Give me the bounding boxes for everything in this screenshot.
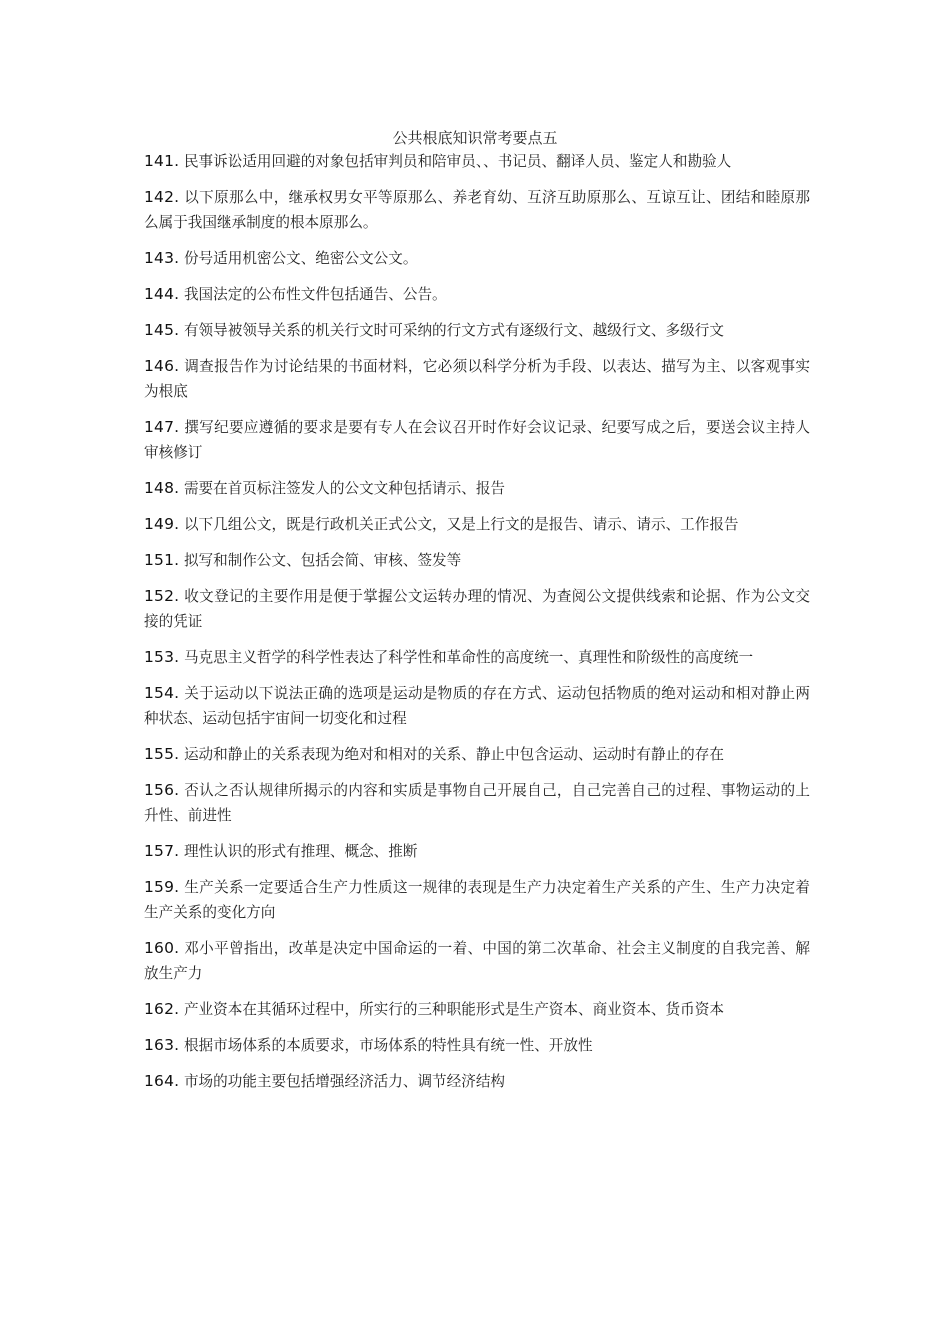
list-item: [144, 318, 810, 343]
item-number: 143.: [144, 249, 180, 267]
list-item: [144, 742, 810, 767]
document-body: [144, 149, 810, 1105]
item-text: 需要在首页标注签发人的公文文种包括请示、报告: [183, 480, 506, 497]
list-item: [144, 476, 810, 501]
item-text: 以下原那么中，继承权男女平等原那么、养老育幼、互济互助原那么、互谅互让、团结和睦原那么属于我国继承制度的根本原那么。: [144, 189, 810, 231]
item-number: 141.: [144, 152, 180, 170]
list-item: [144, 149, 810, 174]
item-number: 159.: [144, 878, 180, 896]
item-text: 市场的功能主要包括增强经济活力、调节经济结构: [183, 1073, 506, 1090]
list-item: [144, 246, 810, 271]
item-number: 154.: [144, 684, 180, 702]
list-item: [144, 645, 810, 670]
list-item: [144, 1033, 810, 1058]
list-item: [144, 778, 810, 828]
item-number: 146.: [144, 357, 180, 375]
item-text: 运动和静止的关系表现为绝对和相对的关系、静止中包含运动、运动时有静止的存在: [183, 746, 724, 763]
item-number: 164.: [144, 1072, 180, 1090]
item-text: 民事诉讼适用回避的对象包括审判员和陪审员、、书记员、翻译人员、鉴定人和勘验人: [183, 153, 732, 170]
item-number: 163.: [144, 1036, 180, 1054]
list-item: [144, 282, 810, 307]
list-item: [144, 584, 810, 634]
item-number: 162.: [144, 1000, 180, 1018]
item-text: 理性认识的形式有推理、概念、推断: [183, 843, 418, 860]
item-text: 拟写和制作公文、包括会简、审核、签发等: [183, 552, 462, 569]
list-item: [144, 936, 810, 986]
item-number: 148.: [144, 479, 180, 497]
item-number: 152.: [144, 587, 180, 605]
item-text: 份号适用机密公文、绝密公文公文。: [183, 250, 418, 267]
item-number: 144.: [144, 285, 180, 303]
list-item: [144, 839, 810, 864]
list-item: [144, 681, 810, 731]
document-title: 公共根底知识常考要点五: [392, 129, 558, 147]
list-item: [144, 512, 810, 537]
item-text: 产业资本在其循环过程中，所实行的三种职能形式是生产资本、商业资本、货币资本: [183, 1001, 724, 1018]
list-item: [144, 415, 810, 465]
list-item: [144, 1069, 810, 1094]
item-number: 156.: [144, 781, 180, 799]
list-item: [144, 875, 810, 925]
item-number: 151.: [144, 551, 180, 569]
list-item: [144, 354, 810, 404]
item-text: 我国法定的公布性文件包括通告、公告。: [183, 286, 447, 303]
item-number: 157.: [144, 842, 180, 860]
item-text: 生产关系一定要适合生产力性质这一规律的表现是生产力决定着生产关系的产生、生产力决定着生产关系的变化方向: [144, 879, 810, 921]
item-number: 160.: [144, 939, 180, 957]
item-number: 147.: [144, 418, 180, 436]
item-text: 调查报告作为讨论结果的书面材料，它必须以科学分析为手段、以表达、描写为主、以客观事实为根底: [144, 358, 810, 400]
item-number: 149.: [144, 515, 180, 533]
list-item: [144, 548, 810, 573]
item-number: 142.: [144, 188, 180, 206]
item-text: 否认之否认规律所揭示的内容和实质是事物自己开展自己，自己完善自己的过程、事物运动的上升性、前进性: [144, 782, 810, 824]
item-text: 以下几组公文，既是行政机关正式公文，又是上行文的是报告、请示、请示、工作报告: [183, 516, 739, 533]
item-text: 关于运动以下说法正确的选项是运动是物质的存在方式、运动包括物质的绝对运动和相对静止两种状态、运动包括宇宙间一切变化和过程: [144, 685, 810, 727]
item-number: 155.: [144, 745, 180, 763]
list-item: [144, 185, 810, 235]
item-number: 153.: [144, 648, 180, 666]
list-item: [144, 997, 810, 1022]
item-text: 邓小平曾指出，改革是决定中国命运的一着、中国的第二次革命、社会主义制度的自我完善、解放生产力: [144, 940, 810, 982]
item-text: 有领导被领导关系的机关行文时可采纳的行文方式有逐级行文、越级行文、多级行文: [183, 322, 724, 339]
item-text: 马克思主义哲学的科学性表达了科学性和革命性的高度统一、真理性和阶级性的高度统一: [183, 649, 754, 666]
item-number: 145.: [144, 321, 180, 339]
item-text: 撰写纪要应遵循的要求是要有专人在会议召开时作好会议记录、纪要写成之后，要送会议主持人审核修订: [144, 419, 810, 461]
item-text: 收文登记的主要作用是便于掌握公文运转办理的情况、为查阅公文提供线索和论据、作为公文交接的凭证: [144, 588, 810, 630]
item-text: 根据市场体系的本质要求，市场体系的特性具有统一性、开放性: [183, 1037, 593, 1054]
